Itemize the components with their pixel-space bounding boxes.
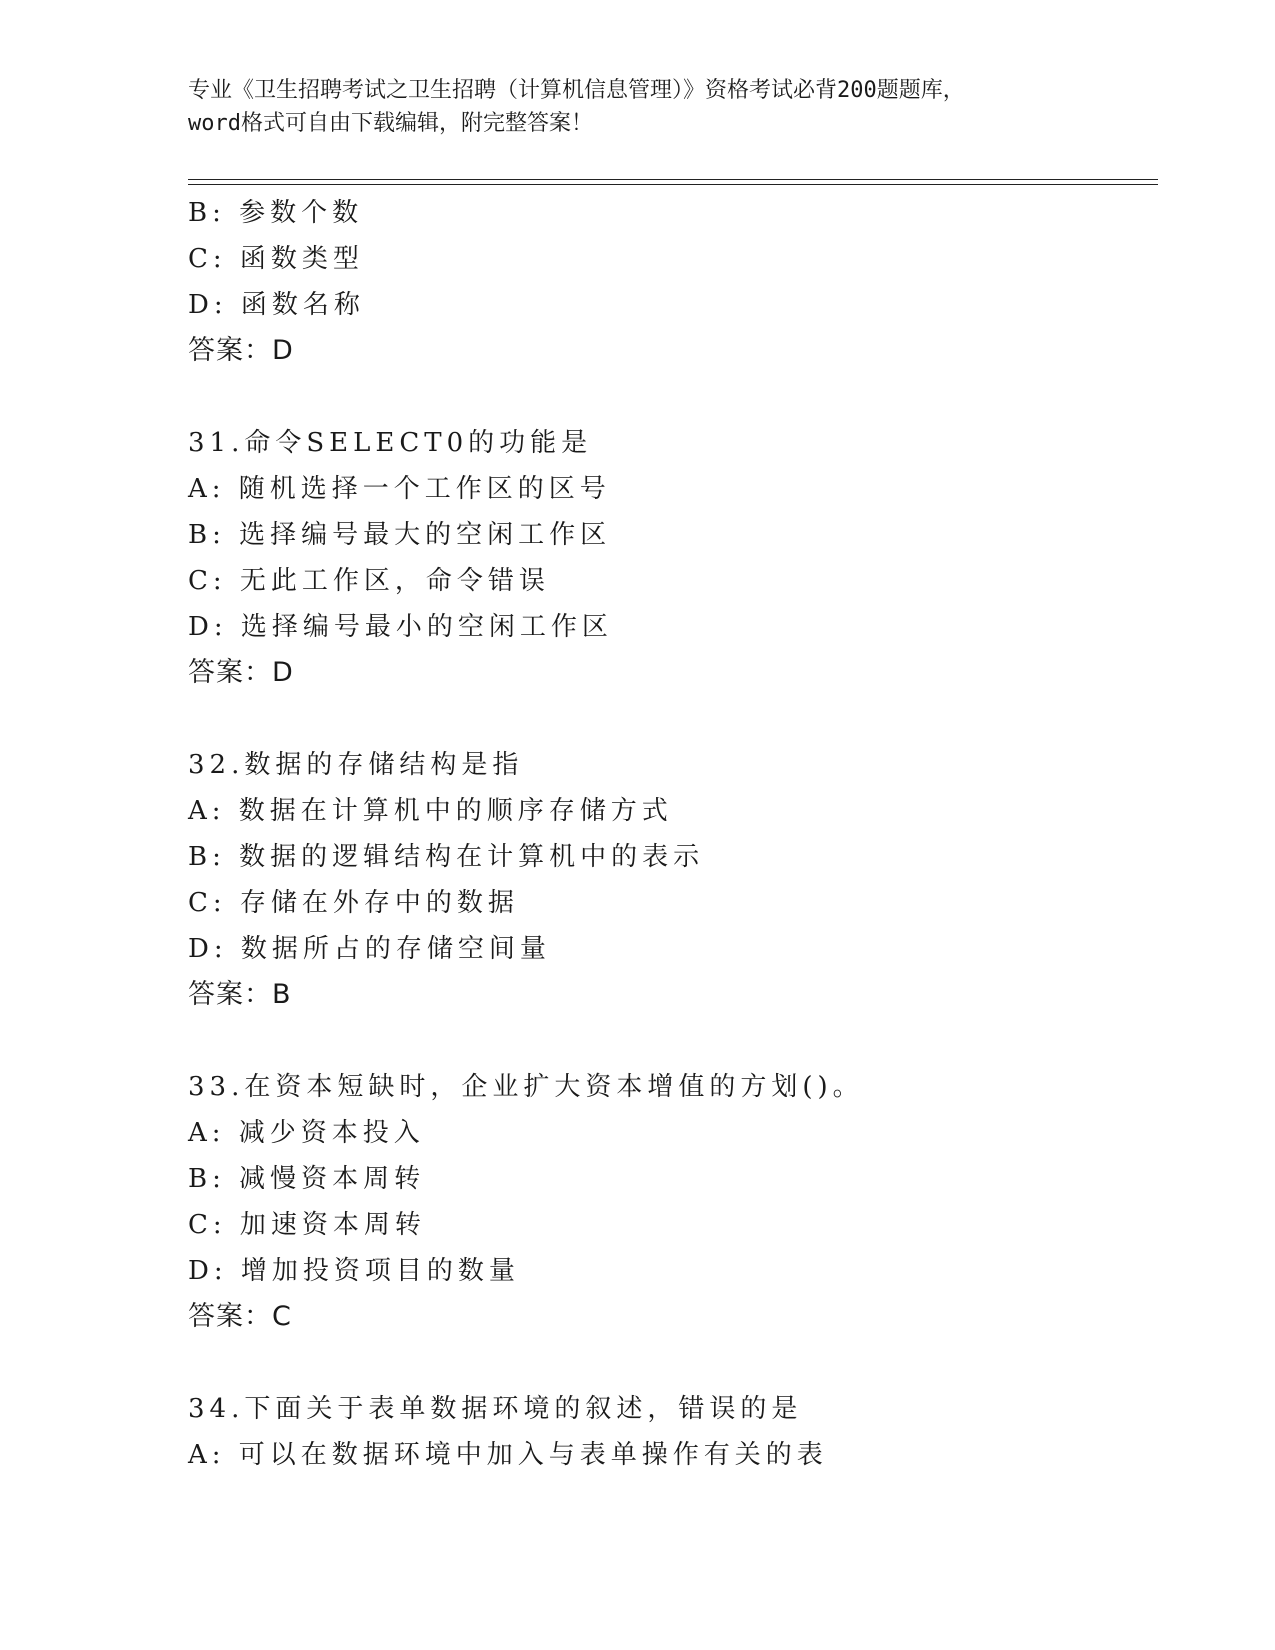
answer-line: 答案：C	[188, 1301, 292, 1332]
option-c: C: 存储在外存中的数据	[188, 888, 519, 918]
document-header	[188, 74, 1088, 140]
option-b: B: 选择编号最大的空闲工作区	[188, 520, 612, 550]
option-c: C: 加速资本周转	[188, 1210, 426, 1240]
option-a: A: 数据在计算机中的顺序存储方式	[188, 796, 673, 826]
header-line-2: word格式可自由下载编辑，附完整答案！	[188, 111, 593, 136]
option-d: D: 选择编号最小的空闲工作区	[188, 612, 613, 642]
question-stem: 31.命令SELECT0的功能是	[188, 428, 593, 458]
answer-line: 答案：B	[188, 979, 292, 1010]
option-d: D: 增加投资项目的数量	[188, 1256, 520, 1286]
spacer	[188, 1018, 1158, 1064]
question-stem: 34.下面关于表单数据环境的叙述，错误的是	[188, 1394, 803, 1424]
question-list	[188, 190, 1158, 1478]
question-33	[188, 1064, 1158, 1340]
question-32	[188, 742, 1158, 1018]
option-d: D: 函数名称	[188, 290, 365, 320]
header-divider-top	[188, 179, 1158, 180]
previous-question-tail	[188, 190, 1158, 374]
question-stem: 33.在资本短缺时，企业扩大资本增值的方划()。	[188, 1072, 864, 1102]
option-b: B: 参数个数	[188, 198, 364, 228]
question-31	[188, 420, 1158, 696]
option-a: A: 可以在数据环境中加入与表单操作有关的表	[188, 1440, 828, 1470]
spacer	[188, 1340, 1158, 1386]
header-line-1: 专业《卫生招聘考试之卫生招聘（计算机信息管理）》资格考试必背200题题库，	[188, 78, 965, 103]
question-stem: 32.数据的存储结构是指	[188, 750, 524, 780]
option-c: C: 无此工作区，命令错误	[188, 566, 550, 596]
answer-line: 答案：D	[188, 335, 294, 366]
option-b: B: 数据的逻辑结构在计算机中的表示	[188, 842, 705, 872]
option-b: B: 减慢资本周转	[188, 1164, 426, 1194]
option-d: D: 数据所占的存储空间量	[188, 934, 551, 964]
question-34	[188, 1386, 1158, 1478]
spacer	[188, 374, 1158, 420]
spacer	[188, 696, 1158, 742]
header-divider-bottom	[188, 184, 1158, 185]
answer-line: 答案：D	[188, 657, 294, 688]
option-c: C: 函数类型	[188, 244, 364, 274]
option-a: A: 减少资本投入	[188, 1118, 425, 1148]
option-a: A: 随机选择一个工作区的区号	[188, 474, 611, 504]
